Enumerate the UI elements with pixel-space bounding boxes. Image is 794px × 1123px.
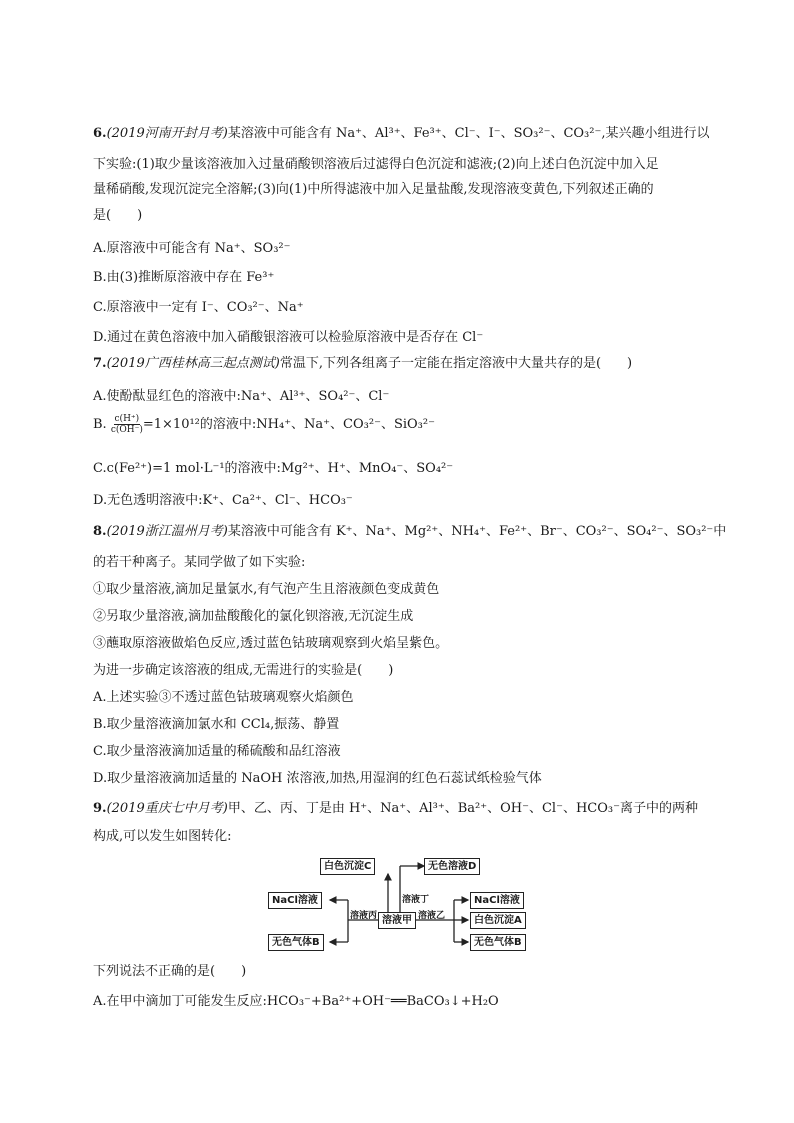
label-solution-ding: 溶液丁 [402,895,430,905]
box-nacl-right: NaCl溶液 [470,892,524,909]
q7-number: 7. [93,356,107,371]
q7-line1 [93,356,632,372]
q7-source: (2019广西桂林高三起点测试) [106,356,280,371]
q6-stem-line3: 量稀硝酸,发现沉淀完全溶解;(3)向(1)中所得滤液中加入足量盐酸,发现溶液变黄色,下列叙述正确的 [93,182,654,197]
q9-number: 9. [93,801,107,816]
q9-source: (2019重庆七中月考) [106,801,228,816]
reaction-diagram [264,852,534,957]
q6-source: (2019河南开封月考) [106,126,228,141]
label-solution-bing: 溶液丙 [350,911,378,921]
q9-stem-line2: 构成,可以发生如图转化: [93,829,232,844]
box-white-precip-a: 白色沉淀A [470,912,526,929]
q7-option-c: C.c(Fe²⁺)=1 mol·L⁻¹的溶液中:Mg²⁺、H⁺、MnO₄⁻、SO₄²⁻ [93,461,454,476]
q8-option-a: A.上述实验③不透过蓝色钴玻璃观察火焰颜色 [93,690,354,705]
q7-option-b-rest: =1×10¹²的溶液中:NH₄⁺、Na⁺、CO₃²⁻、SiO₃²⁻ [142,417,435,432]
q8-step2: ②另取少量溶液,滴加盐酸酸化的氯化钡溶液,无沉淀生成 [93,609,414,624]
q8-option-b: B.取少量溶液滴加氯水和 CCl₄,振荡、静置 [93,717,340,732]
q6-option-d: D.通过在黄色溶液中加入硝酸银溶液可以检验原溶液中是否存在 Cl⁻ [93,330,484,345]
q8-step3: ③蘸取原溶液做焰色反应,透过蓝色钴玻璃观察到火焰呈紫色。 [93,636,449,651]
q9-ask: 下列说法不正确的是( ) [93,964,247,979]
label-solution-yi: 溶液乙 [418,911,446,921]
q8-number: 8. [93,524,107,539]
box-colorless-sol-d: 无色溶液D [424,858,480,875]
q6-option-c: C.原溶液中一定有 I⁻、CO₃²⁻、Na⁺ [93,300,304,315]
q7-option-d: D.无色透明溶液中:K⁺、Ca²⁺、Cl⁻、HCO₃⁻ [93,493,353,508]
q8-option-c: C.取少量溶液滴加适量的稀硫酸和品红溶液 [93,744,341,759]
q8-source: (2019浙江温州月考) [106,524,228,539]
q8-line1 [93,524,727,540]
q7-option-b-fraction [111,414,143,435]
q6-number: 6. [93,126,107,141]
q7-fraction-numerator: c(H⁺) [114,414,140,424]
box-colorless-gas-left: 无色气体B [268,934,324,951]
q9-line1 [93,801,713,817]
q6-option-a: A.原溶液中可能含有 Na⁺、SO₃²⁻ [93,241,291,256]
q6-option-b: B.由(3)推断原溶液中存在 Fe³⁺ [93,270,275,285]
q8-stem-line2: 的若干种离子。某同学做了如下实验: [93,555,306,570]
q7-option-b [93,414,435,435]
q8-stem-line1: 某溶液中可能含有 K⁺、Na⁺、Mg²⁺、NH₄⁺、Fe²⁺、Br⁻、CO₃²⁻、SO₄²⁻、SO₃²⁻中 [227,524,727,539]
q8-ask: 为进一步确定该溶液的组成,无需进行的实验是( ) [93,663,394,678]
q9-option-a: A.在甲中滴加丁可能发生反应:HCO₃⁻+Ba²⁺+OH⁻══BaCO₃↓+H₂O [93,994,499,1009]
box-center-solution: 溶液甲 [378,912,416,929]
q6-stem-line2: 下实验:(1)取少量该溶液加入过量硝酸钡溶液后过滤得白色沉淀和滤液;(2)向上述白色沉淀中加入足 [93,157,659,172]
q8-step1: ①取少量溶液,滴加足量氯水,有气泡产生且溶液颜色变成黄色 [93,582,440,597]
box-colorless-gas-right: 无色气体B [470,934,526,951]
q7-option-a: A.使酚酞显红色的溶液中:Na⁺、Al³⁺、SO₄²⁻、Cl⁻ [93,389,390,404]
box-white-precip-c: 白色沉淀C [320,858,375,875]
q7-stem: 常温下,下列各组离子一定能在指定溶液中大量共存的是( ) [279,356,633,371]
q7-option-b-prefix: B. [93,417,107,432]
q7-fraction-denominator: c(OH⁻) [110,425,143,435]
q6-stem-line4: 是( ) [93,208,143,223]
q8-option-d: D.取少量溶液滴加适量的 NaOH 浓溶液,加热,用湿润的红色石蕊试纸检验气体 [93,771,542,786]
q6-stem-line1: 某溶液中可能含有 Na⁺、Al³⁺、Fe³⁺、Cl⁻、I⁻、SO₃²⁻、CO₃²⁻,某兴趣小组进行以 [227,126,710,141]
q6-line1 [93,126,713,142]
box-nacl-left: NaCl溶液 [268,892,322,909]
q9-stem-line1: 甲、乙、丙、丁是由 H⁺、Na⁺、Al³⁺、Ba²⁺、OH⁻、Cl⁻、HCO₃⁻离子中的两种 [227,801,698,816]
